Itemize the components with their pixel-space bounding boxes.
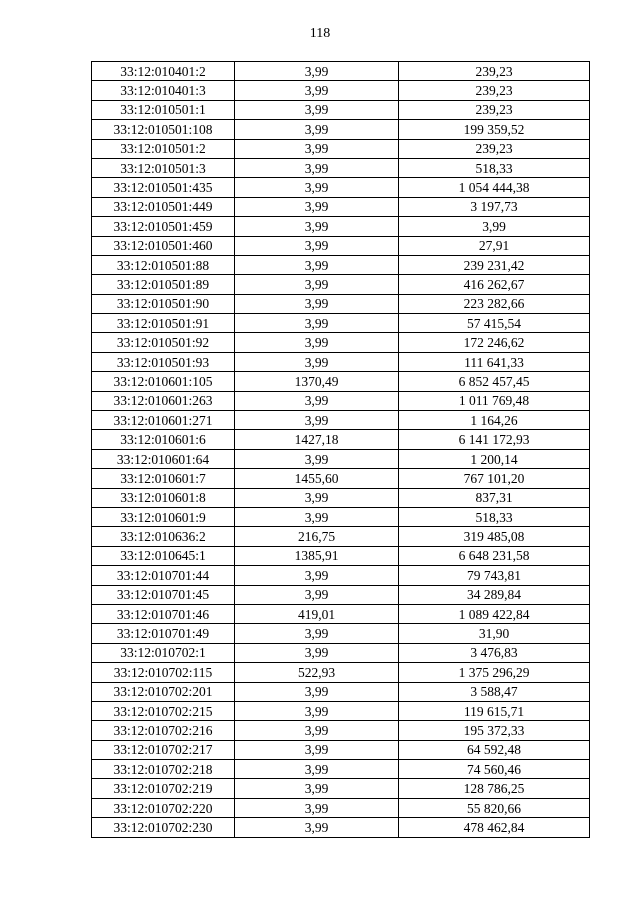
amount-cell: 1 200,14 [399, 449, 590, 468]
value-cell: 3,99 [235, 740, 399, 759]
table-row [92, 391, 590, 410]
value-cell: 3,99 [235, 624, 399, 643]
value-cell: 3,99 [235, 139, 399, 158]
table-row [92, 701, 590, 720]
table-row [92, 507, 590, 526]
cadastral-number-cell: 33:12:010401:3 [92, 81, 235, 100]
cadastral-number-cell: 33:12:010702:217 [92, 740, 235, 759]
value-cell: 3,99 [235, 217, 399, 236]
amount-cell: 172 246,62 [399, 333, 590, 352]
cadastral-number-cell: 33:12:010702:230 [92, 818, 235, 837]
table-row [92, 178, 590, 197]
value-cell: 3,99 [235, 566, 399, 585]
value-cell: 522,93 [235, 663, 399, 682]
table-row [92, 546, 590, 565]
value-cell: 3,99 [235, 158, 399, 177]
table-row [92, 818, 590, 837]
value-cell: 419,01 [235, 604, 399, 623]
cadastral-number-cell: 33:12:010601:271 [92, 411, 235, 430]
value-cell: 3,99 [235, 255, 399, 274]
amount-cell: 74 560,46 [399, 760, 590, 779]
cadastral-number-cell: 33:12:010702:201 [92, 682, 235, 701]
cadastral-number-cell: 33:12:010702:220 [92, 798, 235, 817]
amount-cell: 55 820,66 [399, 798, 590, 817]
value-cell: 3,99 [235, 507, 399, 526]
amount-cell: 3 476,83 [399, 643, 590, 662]
amount-cell: 239,23 [399, 139, 590, 158]
value-cell: 3,99 [235, 178, 399, 197]
table-body [92, 62, 590, 838]
amount-cell: 195 372,33 [399, 721, 590, 740]
value-cell: 3,99 [235, 818, 399, 837]
value-cell: 3,99 [235, 120, 399, 139]
amount-cell: 1 089 422,84 [399, 604, 590, 623]
amount-cell: 239,23 [399, 62, 590, 81]
value-cell: 3,99 [235, 779, 399, 798]
table-row [92, 643, 590, 662]
table-row [92, 430, 590, 449]
table-row [92, 255, 590, 274]
table-row [92, 100, 590, 119]
amount-cell: 128 786,25 [399, 779, 590, 798]
cadastral-number-cell: 33:12:010701:45 [92, 585, 235, 604]
value-cell: 3,99 [235, 585, 399, 604]
cadastral-number-cell: 33:12:010501:91 [92, 314, 235, 333]
amount-cell: 1 011 769,48 [399, 391, 590, 410]
value-cell: 3,99 [235, 682, 399, 701]
cadastral-number-cell: 33:12:010501:460 [92, 236, 235, 255]
value-cell: 3,99 [235, 488, 399, 507]
table-row [92, 236, 590, 255]
amount-cell: 6 648 231,58 [399, 546, 590, 565]
table-row [92, 721, 590, 740]
cadastral-number-cell: 33:12:010702:1 [92, 643, 235, 662]
value-cell: 3,99 [235, 760, 399, 779]
amount-cell: 518,33 [399, 158, 590, 177]
table-row [92, 566, 590, 585]
table-row [92, 372, 590, 391]
table-row [92, 740, 590, 759]
value-cell: 3,99 [235, 352, 399, 371]
amount-cell: 1 164,26 [399, 411, 590, 430]
table-row [92, 585, 590, 604]
cadastral-number-cell: 33:12:010601:64 [92, 449, 235, 468]
cadastral-number-cell: 33:12:010702:215 [92, 701, 235, 720]
value-cell: 3,99 [235, 411, 399, 430]
table-row [92, 682, 590, 701]
table-row [92, 624, 590, 643]
cadastral-number-cell: 33:12:010601:105 [92, 372, 235, 391]
value-cell: 3,99 [235, 294, 399, 313]
table-row [92, 449, 590, 468]
value-cell: 3,99 [235, 333, 399, 352]
table-row [92, 314, 590, 333]
table-row [92, 81, 590, 100]
table-row [92, 158, 590, 177]
amount-cell: 6 852 457,45 [399, 372, 590, 391]
amount-cell: 239,23 [399, 81, 590, 100]
value-cell: 3,99 [235, 81, 399, 100]
cadastral-number-cell: 33:12:010501:2 [92, 139, 235, 158]
value-cell: 3,99 [235, 798, 399, 817]
amount-cell: 1 054 444,38 [399, 178, 590, 197]
table-row [92, 294, 590, 313]
value-cell: 1455,60 [235, 469, 399, 488]
cadastral-number-cell: 33:12:010501:1 [92, 100, 235, 119]
amount-cell: 1 375 296,29 [399, 663, 590, 682]
value-cell: 3,99 [235, 197, 399, 216]
cadastral-number-cell: 33:12:010501:108 [92, 120, 235, 139]
cadastral-number-cell: 33:12:010401:2 [92, 62, 235, 81]
cadastral-number-cell: 33:12:010701:49 [92, 624, 235, 643]
table-row [92, 62, 590, 81]
amount-cell: 3 197,73 [399, 197, 590, 216]
table-row [92, 197, 590, 216]
value-cell: 1370,49 [235, 372, 399, 391]
cadastral-number-cell: 33:12:010601:9 [92, 507, 235, 526]
amount-cell: 119 615,71 [399, 701, 590, 720]
table-row [92, 411, 590, 430]
cadastral-number-cell: 33:12:010501:93 [92, 352, 235, 371]
amount-cell: 64 592,48 [399, 740, 590, 759]
page-number: 118 [309, 26, 331, 41]
cadastral-number-cell: 33:12:010501:90 [92, 294, 235, 313]
table-row [92, 798, 590, 817]
cadastral-number-cell: 33:12:010702:115 [92, 663, 235, 682]
cadastral-number-cell: 33:12:010702:216 [92, 721, 235, 740]
amount-cell: 319 485,08 [399, 527, 590, 546]
cadastral-number-cell: 33:12:010701:46 [92, 604, 235, 623]
value-cell: 3,99 [235, 391, 399, 410]
value-cell: 1385,91 [235, 546, 399, 565]
cadastral-number-cell: 33:12:010702:218 [92, 760, 235, 779]
cadastral-number-cell: 33:12:010601:7 [92, 469, 235, 488]
table-row [92, 779, 590, 798]
cadastral-number-cell: 33:12:010501:3 [92, 158, 235, 177]
amount-cell: 478 462,84 [399, 818, 590, 837]
data-table [91, 61, 590, 838]
amount-cell: 79 743,81 [399, 566, 590, 585]
cadastral-number-cell: 33:12:010501:88 [92, 255, 235, 274]
amount-cell: 223 282,66 [399, 294, 590, 313]
value-cell: 3,99 [235, 275, 399, 294]
value-cell: 3,99 [235, 100, 399, 119]
amount-cell: 3,99 [399, 217, 590, 236]
table-row [92, 760, 590, 779]
cadastral-number-cell: 33:12:010501:459 [92, 217, 235, 236]
amount-cell: 239 231,42 [399, 255, 590, 274]
table-row [92, 352, 590, 371]
cadastral-number-cell: 33:12:010701:44 [92, 566, 235, 585]
amount-cell: 239,23 [399, 100, 590, 119]
value-cell: 3,99 [235, 701, 399, 720]
amount-cell: 6 141 172,93 [399, 430, 590, 449]
value-cell: 3,99 [235, 721, 399, 740]
table-row [92, 333, 590, 352]
amount-cell: 111 641,33 [399, 352, 590, 371]
cadastral-number-cell: 33:12:010501:92 [92, 333, 235, 352]
value-cell: 3,99 [235, 449, 399, 468]
cadastral-number-cell: 33:12:010501:435 [92, 178, 235, 197]
amount-cell: 518,33 [399, 507, 590, 526]
amount-cell: 34 289,84 [399, 585, 590, 604]
table-row [92, 275, 590, 294]
value-cell: 216,75 [235, 527, 399, 546]
cadastral-number-cell: 33:12:010501:449 [92, 197, 235, 216]
amount-cell: 837,31 [399, 488, 590, 507]
table-row [92, 139, 590, 158]
cadastral-number-cell: 33:12:010645:1 [92, 546, 235, 565]
value-cell: 3,99 [235, 643, 399, 662]
cadastral-number-cell: 33:12:010601:263 [92, 391, 235, 410]
value-cell: 1427,18 [235, 430, 399, 449]
amount-cell: 27,91 [399, 236, 590, 255]
value-cell: 3,99 [235, 236, 399, 255]
cadastral-number-cell: 33:12:010601:8 [92, 488, 235, 507]
amount-cell: 767 101,20 [399, 469, 590, 488]
amount-cell: 3 588,47 [399, 682, 590, 701]
amount-cell: 31,90 [399, 624, 590, 643]
cadastral-number-cell: 33:12:010501:89 [92, 275, 235, 294]
table-row [92, 469, 590, 488]
table-row [92, 217, 590, 236]
table-row [92, 488, 590, 507]
amount-cell: 199 359,52 [399, 120, 590, 139]
amount-cell: 416 262,67 [399, 275, 590, 294]
table-row [92, 604, 590, 623]
amount-cell: 57 415,54 [399, 314, 590, 333]
cadastral-number-cell: 33:12:010702:219 [92, 779, 235, 798]
table-row [92, 120, 590, 139]
value-cell: 3,99 [235, 314, 399, 333]
table-row [92, 527, 590, 546]
cadastral-number-cell: 33:12:010636:2 [92, 527, 235, 546]
table-row [92, 663, 590, 682]
value-cell: 3,99 [235, 62, 399, 81]
cadastral-number-cell: 33:12:010601:6 [92, 430, 235, 449]
